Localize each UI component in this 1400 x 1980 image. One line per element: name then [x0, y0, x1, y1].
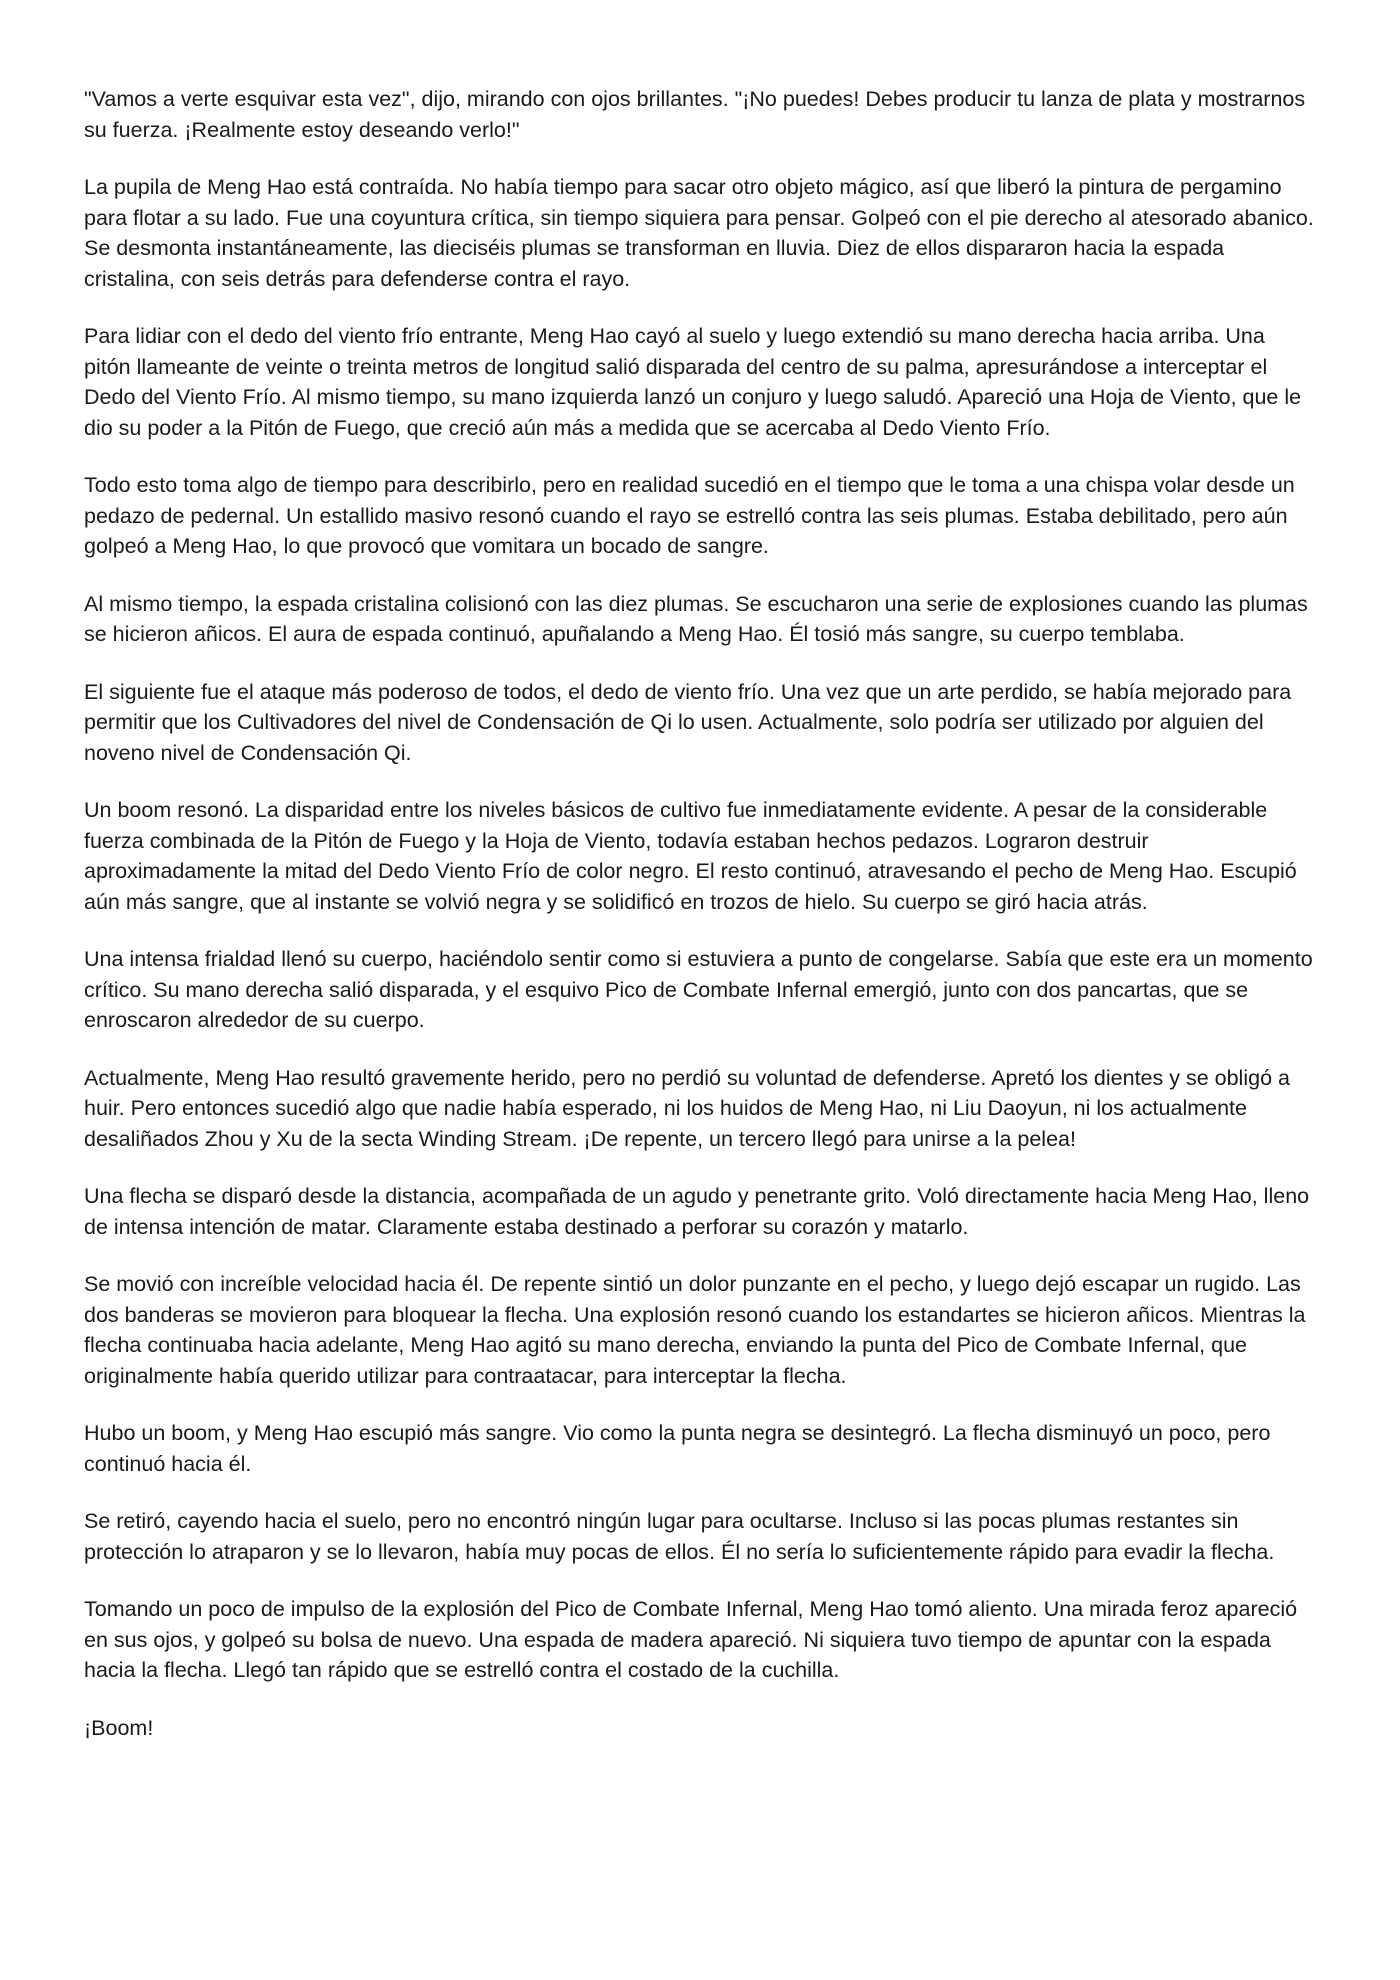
paragraph-11: Se movió con increíble velocidad hacia él. De repente sintió un dolor punzante en el pecho, y luego dejó escapar un rugido. Las dos banderas se movieron para bloquear la flecha. Una explosión resonó cuando los estandartes se hicieron añicos. Mientras la flecha continuaba hacia adelante, Meng Hao agitó su mano derecha, enviando la punta del Pico de Combate Infernal, que originalmente había querido utilizar para contraatacar, para interceptar la flecha.: [84, 1272, 1306, 1388]
paragraph-13: Se retiró, cayendo hacia el suelo, pero no encontró ningún lugar para ocultarse. Incluso si las pocas plumas restantes sin protección lo atraparon y se lo llevaron, había muy pocas de ellos. Él no sería lo suficientemente rápido para evadir la flecha.: [84, 1509, 1275, 1564]
paragraph-2: La pupila de Meng Hao está contraída. No había tiempo para sacar otro objeto mágico, así que liberó la pintura de pergamino para flotar a su lado. Fue una coyuntura crítica, sin tiempo siquiera para pensar. Golpeó con el pie derecho al atesorado abanico. Se desmonta instantáneamente, las dieciséis plumas se transforman en lluvia. Diez de ellos dispararon hacia la espada cristalina, con seis detrás para defenderse contra el rayo.: [84, 175, 1314, 291]
paragraph-3: Para lidiar con el dedo del viento frío entrante, Meng Hao cayó al suelo y luego extendió su mano derecha hacia arriba. Una pitón llameante de veinte o treinta metros de longitud salió disparada del centro de su palma, apresurándose a interceptar el Dedo del Viento Frío. Al mismo tiempo, su mano izquierda lanzó un conjuro y luego saludó. Apareció una Hoja de Viento, que le dio su poder a la Pitón de Fuego, que creció aún más a medida que se acercaba al Dedo Viento Frío.: [84, 324, 1302, 440]
paragraph-15: ¡Boom!: [84, 1715, 154, 1740]
paragraph-14: Tomando un poco de impulso de la explosión del Pico de Combate Infernal, Meng Hao tomó aliento. Una mirada feroz apareció en sus ojos, y golpeó su bolsa de nuevo. Una espada de madera apareció. Ni siquiera tuvo tiempo de apuntar con la espada hacia la flecha. Llegó tan rápido que se estrelló contra el costado de la cuchilla.: [84, 1597, 1298, 1682]
paragraph-12: Hubo un boom, y Meng Hao escupió más sangre. Vio como la punta negra se desintegró. La flecha disminuyó un poco, pero continuó hacia él.: [84, 1421, 1271, 1476]
document-page: [84, 84, 1316, 1770]
paragraph-9: Actualmente, Meng Hao resultó gravemente herido, pero no perdió su voluntad de defenderse. Apretó los dientes y se obligó a huir. Pero entonces sucedió algo que nadie había esperado, ni los huidos de Meng Hao, ni Liu Daoyun, ni los actualmente desaliñados Zhou y Xu de la secta Winding Stream. ¡De repente, un tercero llegó para unirse a la pelea!: [84, 1065, 1290, 1151]
paragraph-8: Una intensa frialdad llenó su cuerpo, haciéndolo sentir como si estuviera a punto de congelarse. Sabía que este era un momento crítico. Su mano derecha salió disparada, y el esquivo Pico de Combate Infernal emergió, junto con dos pancartas, que se enroscaron alrededor de su cuerpo.: [84, 947, 1313, 1032]
paragraph-4: Todo esto toma algo de tiempo para describirlo, pero en realidad sucedió en el tiempo que le toma a una chispa volar desde un pedazo de pedernal. Un estallido masivo resonó cuando el rayo se estrelló contra las seis plumas. Estaba debilitado, pero aún golpeó a Meng Hao, lo que provocó que vomitara un bocado de sangre.: [84, 473, 1295, 558]
paragraph-6: El siguiente fue el ataque más poderoso de todos, el dedo de viento frío. Una vez que un arte perdido, se había mejorado para permitir que los Cultivadores del nivel de Condensación de Qi lo usen. Actualmente, solo podría ser utilizado por alguien del noveno nivel de Condensación Qi.: [84, 679, 1292, 765]
paragraph-10: Una flecha se disparó desde la distancia, acompañada de un agudo y penetrante grito. Voló directamente hacia Meng Hao, lleno de intensa intención de matar. Claramente estaba destinado a perforar su corazón y matarlo.: [84, 1184, 1310, 1239]
paragraph-7: Un boom resonó. La disparidad entre los niveles básicos de cultivo fue inmediatamente evidente. A pesar de la considerable fuerza combinada de la Pitón de Fuego y la Hoja de Viento, todavía estaban hechos pedazos. Lograron destruir aproximadamente la mitad del Dedo Viento Frío de color negro. El resto continuó, atravesando el pecho de Meng Hao. Escupió aún más sangre, que al instante se volvió negra y se solidificó en trozos de hielo. Su cuerpo se giró hacia atrás.: [84, 798, 1297, 914]
paragraph-5: Al mismo tiempo, la espada cristalina colisionó con las diez plumas. Se escucharon una serie de explosiones cuando las plumas se hicieron añicos. El aura de espada continuó, apuñalando a Meng Hao. Él tosió más sangre, su cuerpo temblaba.: [84, 591, 1308, 646]
paragraph-1: "Vamos a verte esquivar esta vez", dijo, mirando con ojos brillantes. "¡No puedes! Debes producir tu lanza de plata y mostrarnos su fuerza. ¡Realmente estoy deseando verlo!": [84, 87, 1306, 142]
